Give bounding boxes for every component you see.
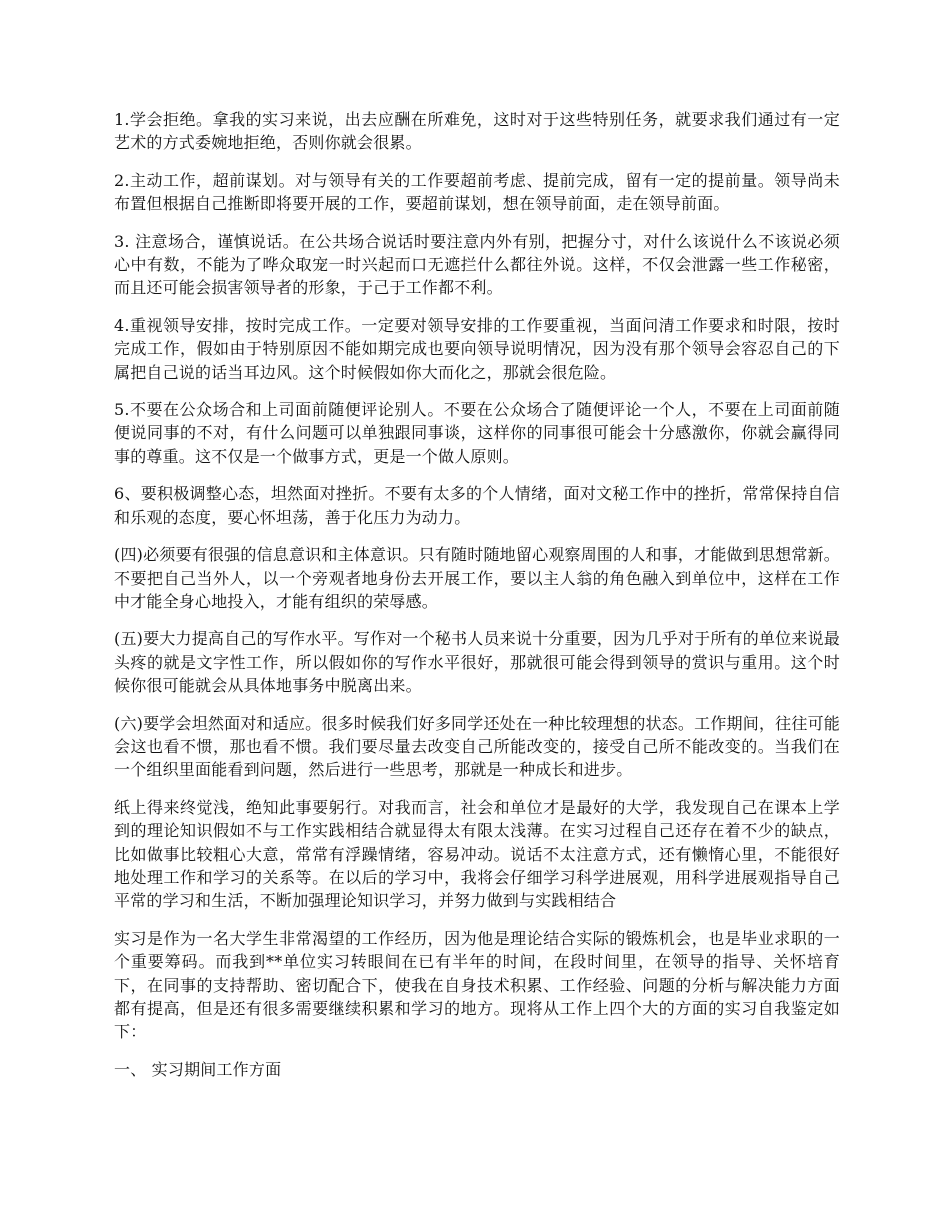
paragraph-8: (五)要大力提高自己的写作水平。写作对一个秘书人员来说十分重要，因为几乎对于所有的单位来说最头疼的就是文字性工作，所以假如你的写作水平很好，那就很可能会得到领导的赏识与重用。这个时候你很可能就会从具体地事务中脱离出来。 [114, 629, 840, 696]
paragraph-4: 4.重视领导安排，按时完成工作。一定要对领导安排的工作要重视，当面问清工作要求和时限，按时完成工作，假如由于特别原因不能如期完成也要向领导说明情况，因为没有那个领导会容忍自己的下属把自己说的话当耳边风。这个时候假如你大而化之，那就会很危险。 [114, 315, 840, 382]
paragraph-2: 2.主动工作，超前谋划。对与领导有关的工作要超前考虑、提前完成，留有一定的提前量。领导尚未布置但根据自己推断即将要开展的工作，要超前谋划，想在领导前面，走在领导前面。 [114, 170, 840, 214]
paragraph-7: (四)必须要有很强的信息意识和主体意识。只有随时随地留心观察周围的人和事，才能做到思想常新。不要把自己当外人，以一个旁观者地身份去开展工作，要以主人翁的角色融入到单位中，这样在工作中才能全身心地投入，才能有组织的荣辱感。 [114, 545, 840, 611]
document-page [114, 108, 840, 1095]
paragraph-6: 6、要积极调整心态，坦然面对挫折。不要有太多的个人情绪，面对文秘工作中的挫折，常常保持自信和乐观的态度，要心怀坦荡，善于化压力为动力。 [114, 484, 840, 527]
paragraph-10: 纸上得来终觉浅，绝知此事要躬行。对我而言，社会和单位才是最好的大学，我发现自己在课本上学到的理论知识假如不与工作实践相结合就显得太有限太浅薄。在实习过程自己还存在着不少的缺点，比如做事比较粗心大意，常常有浮躁情绪，容易冲动。说话不太注意方式，还有懒惰心里，不能很好地处理工作和学习的关系等。在以后的学习中，我将会仔细学习科学进展观，用科学进展观指导自己平常的学习和生活，不断加强理论知识学习，并努力做到与实践相结合 [114, 797, 840, 911]
paragraph-3: 3. 注意场合，谨慎说话。在公共场合说话时要注意内外有别，把握分寸，对什么该说什么不该说必须心中有数，不能为了哗众取宠一时兴起而口无遮拦什么都往外说。这样，不仅会泄露一些工作秘密，而且还可能会损害领导者的形象，于己于工作都不利。 [114, 231, 840, 298]
paragraph-11: 实习是作为一名大学生非常渴望的工作经历，因为他是理论结合实际的锻炼机会，也是毕业求职的一个重要筹码。而我到**单位实习转眼间在已有半年的时间，在段时间里，在领导的指导、关怀培育下，在同事的支持帮助、密切配合下，使我在自身技术积累、工作经验、问题的分析与解决能力方面都有提高，但是还有很多需要继续积累和学习的地方。现将从工作上四个大的方面的实习自我鉴定如下： [114, 928, 840, 1042]
section-heading: 一、 实习期间工作方面 [114, 1059, 282, 1079]
paragraph-9: (六)要学会坦然面对和适应。很多时候我们好多同学还处在一种比较理想的状态。工作期间，往往可能会这也看不惯，那也看不惯。我们要尽量去改变自己所能改变的，接受自己所不能改变的。当我们在一个组织里面能看到问题，然后进行一些思考，那就是一种成长和进步。 [114, 713, 840, 780]
paragraph-1: 1.学会拒绝。拿我的实习来说，出去应酬在所难免，这时对于这些特别任务，就要求我们通过有一定艺术的方式委婉地拒绝，否则你就会很累。 [114, 110, 840, 153]
paragraph-5: 5.不要在公众场合和上司面前随便评论别人。不要在公众场合了随便评论一个人，不要在上司面前随便说同事的不对，有什么问题可以单独跟同事谈，这样你的同事很可能会十分感激你，你就会赢得同事的尊重。这不仅是一个做事方式，更是一个做人原则。 [114, 400, 840, 466]
